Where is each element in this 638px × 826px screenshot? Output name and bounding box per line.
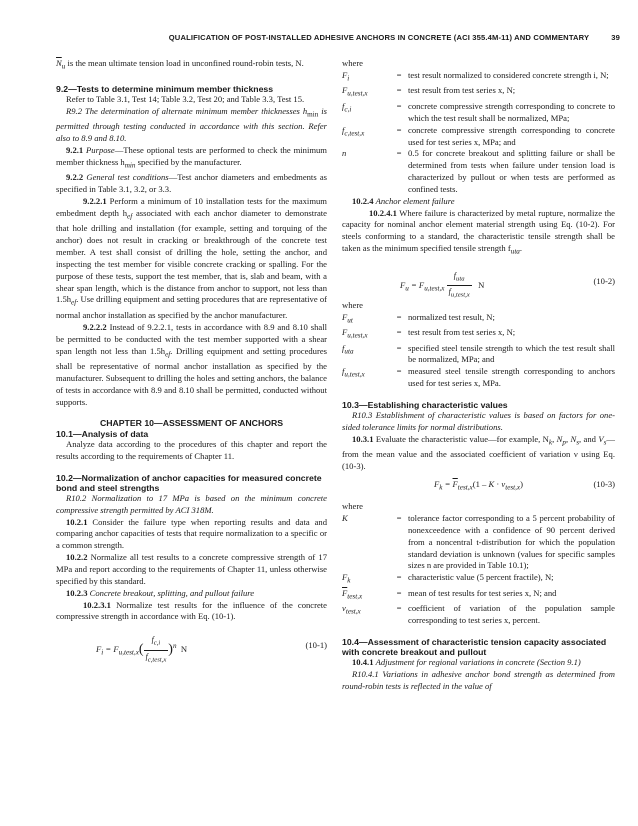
definition-row: $\nu_{test,x}$ = coefficient of variation of the population sample corresponding to test series x, percent.	[342, 603, 615, 626]
equation-number: (10-3)	[593, 479, 615, 490]
heading-10-3: 10.3—Establishing characteristic values	[342, 400, 508, 410]
heading-10-2: 10.2—Normalization of anchor capacities for measured concrete bond and steel strengths	[56, 472, 322, 493]
definition-row: $F_k$ = characteristic value (5 percent fractile), N;	[342, 572, 554, 585]
paragraph-10-2-4: 10.2.4 Anchor element failure	[352, 195, 455, 206]
commentary-r10-2: R10.2 Normalization to 17 MPa is based on the minimum concrete compressive strength permitted by ACI 318M.	[56, 492, 327, 515]
left-column	[56, 58, 327, 664]
equation-10-1: $F_i = F_{u,test,x}$( $\frac{f_{c,i}}{f_{c,test,x}}$ )$^n$ N (10-1)	[96, 635, 327, 664]
heading-9-2: 9.2—Tests to determine minimum member thickness	[56, 83, 274, 94]
definition-row: $\overline{F}_{test,x}$ = mean of test results for test series x, N; and	[342, 587, 557, 601]
commentary-r9-2: R9.2 The determination of alternate minimum member thicknesses $h_{min}$ is permitted through testing conducted in accordance with this section. Refer also to 8.9 and 8.10.	[56, 105, 327, 144]
paragraph-10-2-4-1: 10.2.4.1 Where failure is characterized by metal rupture, normalize the capacity for nominal anchor element material strength using Eq. (10-2). For steels conforming to a standard, the characteristic tensile strength shall be taken as the minimum specified tensile strength $f_{uta}$.	[342, 207, 615, 256]
definition-row: $F_{ut}$ = normalized test result, N;	[342, 311, 495, 325]
equation-10-2: $F_u = F_{u,test,x}$ $\frac{f_{uta}}{f_{u,test,x}}$ N (10-2)	[400, 270, 615, 299]
where-label: where	[342, 501, 363, 512]
heading-10-4: 10.4—Assessment of characteristic tension capacity associated with concrete breakout and pullout	[342, 637, 607, 658]
page-number: 39	[611, 33, 620, 42]
right-column	[342, 58, 615, 693]
paragraph-10-3-1: 10.3.1 Evaluate the characteristic value—for example, $N_k$, $N_p$, $N_s$, and $V_s—from$ the mean value and the associated coefficient of variation ν using Eq. (10-3).	[342, 433, 615, 472]
paragraph-9-2-1: 9.2.1 Purpose—These optional tests are performed to check the minimum member thickness $h_{min}$ specified by the manufacturer.	[56, 144, 327, 170]
definition-row: $F_i$ = test result normalized to considered concrete strength i, N;	[342, 69, 609, 83]
definition-row: $f_{c,i}$ = concrete compressive strength corresponding to concrete to which the test result shall be normalized, MPa;	[342, 100, 615, 123]
definition-row: $f_{c,test,x}$ = concrete compressive strength corresponding to concrete used for test series x, MPa; and	[342, 124, 615, 147]
definitions-10-2	[342, 312, 615, 391]
definitions-10-3	[342, 513, 615, 627]
definition-row: n = 0.5 for concrete breakout and splitting failure or shall be determined from tests when failure under tension load is characterized by pullout or when tests are performed as confined tests.	[342, 148, 615, 194]
paragraph-9-2-2: 9.2.2 General test conditions—Test anchor diameters and embedments as specified in Table 3.1, 3.2, or 3.3.	[56, 172, 327, 195]
equation-number: (10-2)	[593, 275, 615, 286]
commentary-r10-4-1: R10.4.1 Variations in adhesive anchor bond strength as determined from round-robin tests is reflected in the value of	[342, 669, 615, 692]
definition-row: $F_{u,test,x}$ = test result from test series x, N;	[342, 327, 516, 340]
definition-row: $F_{u,test,x}$ = test result from test series x, N;	[342, 85, 516, 99]
paragraph-10-2-1: 10.2.1 Consider the failure type when reporting results and data and comparing anchor capacities of tests that require normalization to a specific or a common strength.	[56, 516, 327, 551]
header-title: QUALIFICATION OF POST-INSTALLED ADHESIVE ANCHORS IN CONCRETE (ACI 355.4M-11) AND COMMENTARY	[168, 33, 590, 42]
definition-row: $f_{uta}$ = specified steel tensile strength to which the test result shall be normalized, MPa; and	[342, 342, 615, 365]
paragraph-10-4-1: 10.4.1 Adjustment for regional variations in concrete (Section 9.1)	[352, 657, 581, 668]
paragraph-9-2-2-1: 9.2.2.1 Perform a minimum of 10 installation tests for the maximum embedment depth $h_{ef}$ associated with each anchor diameter to demonstrate that hole drilling and installation (for example, setting and torquing of the anchor) does not result in cracking or breakthrough of the concrete test member. A test shall consist of drilling the hole, setting the anchor, and inspecting the test member for visible concrete cracking or spalling. For the purpose of these tests, support the test member, that is, slab and beam, with a shear span length, which is the distance from anchor to support, not less than $1.5h_{ef}$. Use drilling equipment and setting procedures that are representative of normal anchor installation as specified by the anchor manufacturer.	[56, 195, 328, 320]
where-label: where	[342, 58, 363, 68]
definitions-10-1	[342, 70, 615, 196]
paragraph-10-2-3-1: 10.2.3.1 Normalize test results for the influence of the concrete compressive strength in accordance with Eq. (10-1).	[56, 599, 327, 622]
commentary-r10-3: R10.3 Establishment of characteristic values is based on factors for one-sided tolerance limits for normal distributions.	[342, 410, 615, 433]
where-label: where	[342, 299, 363, 310]
paragraph-nu: $\overline{N}_u$ is the mean ultimate tension load in unconfined round-robin tests, N.	[56, 58, 304, 71]
paragraph-10-2-3: 10.2.3 Concrete breakout, splitting, and pullout failure	[66, 587, 255, 598]
paragraph-9-2: Refer to Table 3.1, Test 14; Table 3.2, Test 20; and Table 3.3, Test 15.	[66, 93, 305, 104]
equation-10-3: $F_k = \overline{F}_{test,x}(1 - K \cdot \nu_{test,x})$ (10-3)	[434, 479, 615, 492]
running-header	[0, 33, 620, 42]
definition-row: K = tolerance factor corresponding to a 5 percent probability of nonexceedence with a confidence of 90 percent derived from a noncentral t-distribution for which the population standard deviation is unknown (values for specific samples sizes n are provided in Table 10.1);	[342, 512, 615, 571]
heading-10-1: 10.1—Analysis of data	[56, 428, 149, 439]
equation-number: (10-1)	[305, 640, 327, 651]
paragraph-10-1: Analyze data according to the procedures of this chapter and report the results according to the requirements of Chapter 11.	[56, 438, 327, 461]
paragraph-9-2-2-2: 9.2.2.2 Instead of 9.2.2.1, tests in accordance with 8.9 and 8.10 shall be permitted to be conducted with the test member supported with a shear span length not less than $1.5h_{ef}$. Drilling equipment and setting procedures shall be representative of normal anchor installation as specified by the manufacturer. Subsequent to drilling the holes and setting anchors, the balance of tests in accordance with 8.9 and 8.10 shall be permitted, conducted without supports.	[56, 321, 328, 407]
definition-row: $f_{u,test,x}$ = measured steel tensile strength corresponding to anchors used for test series x, MPa.	[342, 366, 615, 389]
paragraph-10-2-2: 10.2.2 Normalize all test results to a concrete compressive strength of 17 MPa and report according to the requirements of Chapter 11, unless otherwise specified by this standard.	[56, 552, 327, 586]
chapter-10-heading: CHAPTER 10—ASSESSMENT OF ANCHORS	[99, 418, 284, 429]
